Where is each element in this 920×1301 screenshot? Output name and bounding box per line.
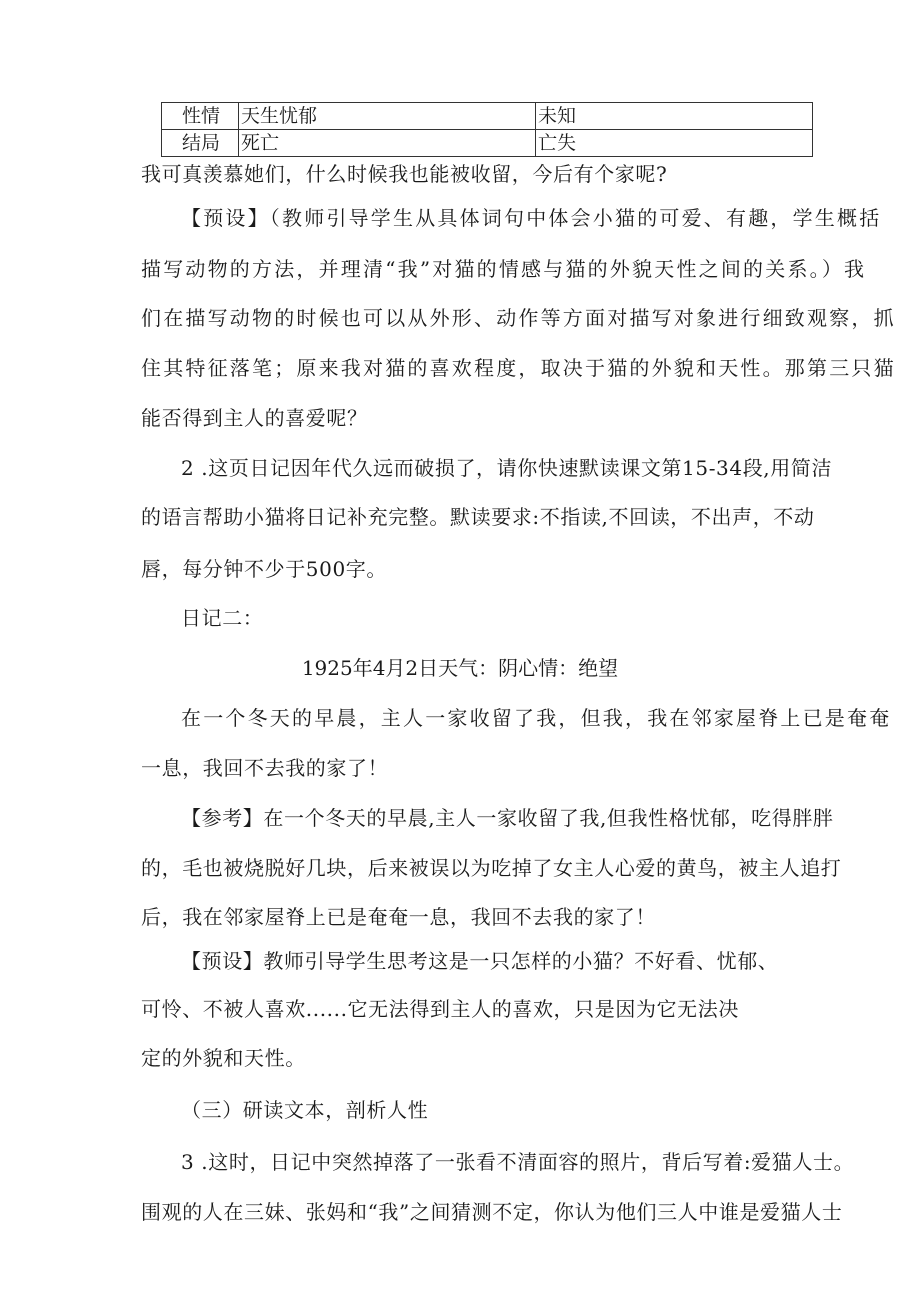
preset-paragraph: 【预设】教师引导学生思考这是一只怎样的小猫？不好看、忧郁、 (181, 949, 779, 973)
text-line: 住其特征落笔；原来我对猫的喜欢程度，取决于猫的外貌和天性。那第三只猫 (141, 356, 896, 380)
table-row (162, 130, 813, 157)
diary-heading: 日记二： (181, 606, 264, 630)
diary-date-line: 1925年4月2日天气：阴心情：绝望 (301, 656, 619, 680)
text-line: 唇，每分钟不少于500字。 (141, 557, 387, 581)
text-line: 们在描写动物的时候也可以从外形、动作等方面对描写对象进行细致观察，抓 (141, 306, 896, 330)
row-label: 性情 (162, 103, 239, 130)
section-heading: （三）研读文本，剖析人性 (181, 1098, 429, 1122)
text-line: 可怜、不被人喜欢......它无法得到主人的喜欢，只是因为它无法决 (141, 997, 739, 1021)
text-line: 后，我在邻家屋脊上已是奄奄一息，我回不去我的家了！ (141, 905, 656, 929)
table-row (162, 103, 813, 130)
table-cell: 未知 (536, 103, 813, 130)
preset-paragraph: 【预设】（教师引导学生从具体词句中体会小猫的可爱、有趣，学生概括 (181, 206, 882, 230)
text-line: 的，毛也被烧脱好几块，后来被误以为吃掉了女主人心爱的黄鸟，被主人追打 (141, 856, 842, 880)
row-label: 结局 (162, 130, 239, 157)
question-2: 2 .这页日记因年代久远而破损了，请你快速默读课文第15-34段,用简洁 (181, 456, 833, 480)
text-line: 定的外貌和天性。 (141, 1046, 306, 1070)
text-line: 一息，我回不去我的家了！ (141, 756, 389, 780)
question-3: 3 .这时，日记中突然掉落了一张看不清面容的照片，背后写着:爱猫人士。 (181, 1150, 855, 1174)
text-line: 的语言帮助小猫将日记补充完整。默读要求:不指读,不回读，不出声，不动 (141, 505, 815, 529)
table-cell: 天生忧郁 (239, 103, 536, 130)
table-cell: 死亡 (239, 130, 536, 157)
cat-comparison-table (161, 102, 813, 157)
diary-text: 在一个冬天的早晨，主人一家收留了我，但我，我在邻家屋脊上已是奄奄 (181, 706, 892, 730)
text-line: 我可真羡慕她们，什么时候我也能被收留，今后有个家呢? (141, 162, 668, 186)
table-cell: 亡失 (536, 130, 813, 157)
text-line: 能否得到主人的喜爱呢？ (141, 406, 368, 430)
reference-paragraph: 【参考】在一个冬天的早晨,主人一家收留了我,但我性格忧郁，吃得胖胖 (181, 806, 834, 830)
text-line: 围观的人在三妹、张妈和“我”之间猜测不定，你认为他们三人中谁是爱猫人士 (141, 1200, 843, 1224)
text-line: 描写动物的方法，并理清“我”对猫的情感与猫的外貌天性之间的关系。）我 (141, 257, 867, 281)
